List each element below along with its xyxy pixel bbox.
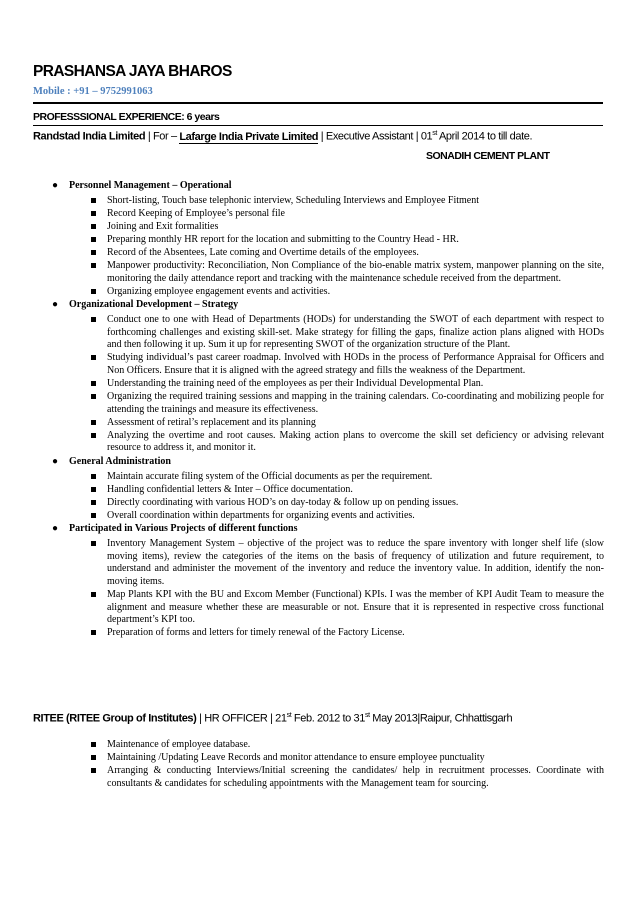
square-bullet-icon — [91, 250, 96, 255]
ritee-role: | HR OFFICER | 21 — [196, 712, 287, 725]
section-projects — [52, 523, 604, 536]
item-text: Directly coordinating with various HOD’s on day-today & follow up on pending issues. — [107, 496, 459, 508]
section-organizational-development — [52, 299, 604, 312]
item-text: Joining and Exit formalities — [107, 220, 219, 232]
item-text: Overall coordination within departments for organizing events and activities. — [107, 509, 415, 521]
square-bullet-icon — [91, 768, 96, 773]
ritee-employer: RITEE (RITEE Group of Institutes) — [33, 712, 197, 725]
list-item — [107, 391, 604, 416]
item-text: Record Keeping of Employee’s personal file — [107, 207, 285, 219]
ritee-employment-line — [33, 712, 512, 725]
square-bullet-icon — [91, 394, 96, 399]
bullet-icon: ● — [52, 455, 59, 467]
square-bullet-icon — [91, 289, 96, 294]
item-text: Organizing the required training sessions and mapping in the training calendars. Co-coordinating and mobilizing people for attending the trainings and measure its effectiveness. — [107, 391, 604, 415]
projects-items — [0, 538, 638, 640]
list-item — [107, 195, 604, 208]
section-title: Organizational Development – Strategy — [69, 299, 239, 311]
list-item — [107, 208, 604, 221]
for-separator: | For – — [145, 130, 180, 143]
list-item — [107, 484, 604, 497]
square-bullet-icon — [91, 433, 96, 438]
employer-name: Randstad India Limited — [33, 130, 146, 143]
date-suffix: st — [432, 130, 437, 137]
client-name: Lafarge India Private Limited — [179, 130, 319, 143]
item-text: Arranging & conducting Interviews/Initial screening the candidates/ help in recruitment processes. Coordinate with consultants & candidates for scheduling appointments with the Management team for sourcing. — [107, 765, 604, 789]
item-text: Inventory Management System – objective of the project was to reduce the spare inventory with longer shelf life (slow moving items), review the categories of the items on the basis of frequency of utilization and future requirement, to understand and administer the movement of the inventory and reduce the inventory value. In addition, identify the non-moving items. — [107, 538, 604, 587]
square-bullet-icon — [91, 500, 96, 505]
item-text: Assessment of retiral’s replacement and its planning — [107, 416, 316, 428]
list-item — [107, 286, 604, 299]
square-bullet-icon — [91, 513, 96, 518]
square-bullet-icon — [91, 474, 96, 479]
mobile-number: Mobile : +91 – 9752991063 — [33, 86, 153, 97]
role-period: | Executive Assistant | 01 — [318, 130, 433, 143]
list-item — [107, 589, 604, 627]
ritee-items — [0, 739, 638, 790]
list-item — [107, 260, 604, 285]
header-divider — [33, 102, 603, 104]
square-bullet-icon — [91, 630, 96, 635]
square-bullet-icon — [91, 592, 96, 597]
item-text: Organizing employee engagement events and activities. — [107, 285, 331, 297]
list-item — [107, 471, 604, 484]
square-bullet-icon — [91, 317, 96, 322]
section-general-administration — [52, 455, 604, 469]
square-bullet-icon — [91, 742, 96, 747]
employment-line — [33, 130, 532, 143]
square-bullet-icon — [91, 755, 96, 760]
list-item — [107, 765, 604, 790]
bullet-icon: ● — [52, 299, 59, 311]
personnel-items — [0, 195, 638, 299]
item-text: Preparation of forms and letters for timely renewal of the Factory License. — [107, 627, 405, 639]
bullet-icon: ● — [52, 523, 59, 535]
bullet-icon: ● — [52, 180, 59, 191]
item-text: Manpower productivity: Reconciliation, Non Compliance of the bio-enable matrix system, manpower planning on the site, monitoring the daily attendance report and tracking with the maintenance schedule received from the department. — [107, 260, 604, 284]
org-dev-items — [0, 314, 638, 455]
square-bullet-icon — [91, 263, 96, 268]
item-text: Maintain accurate filing system of the Official documents as per the requirement. — [107, 470, 433, 482]
item-text: Short-listing, Touch base telephonic interview, Scheduling Interviews and Employee Fitment — [107, 194, 480, 206]
list-item — [107, 752, 604, 765]
square-bullet-icon — [91, 487, 96, 492]
list-item — [107, 352, 604, 377]
square-bullet-icon — [91, 224, 96, 229]
item-text: Studying individual’s past career roadmap. Involved with HODs in the process of Performance Appraisal for Officers and Non Officers. Ensure that it is aligned with the agreed strategy and fills the weakness of the Department. — [107, 352, 604, 376]
item-text: Conduct one to one with Head of Departments (HODs) for understanding the SWOT of each department with respect to forthcoming challenges and existing skill-set. Make strategy for filling the gaps, finalize action plans aligned with HODs and then following it up. Sum it up for representing SWOT of the organization structure of the Plant. — [107, 313, 604, 351]
square-bullet-icon — [91, 541, 96, 546]
plant-name: SONADIH CEMENT PLANT — [426, 150, 550, 162]
experience-divider — [33, 125, 603, 126]
item-text: Handling confidential letters & Inter – Office documentation. — [107, 483, 353, 495]
item-text: Record of the Absentees, Late coming and Overtime details of the employees. — [107, 246, 419, 258]
ritee-body — [0, 739, 638, 791]
list-item — [107, 430, 604, 455]
item-text: Maintaining /Updating Leave Records and monitor attendance to ensure employee punctuality — [107, 752, 485, 764]
item-text: Map Plants KPI with the BU and Excom Member (Functional) KPIs. I was the member of KPI Audit Team to measure the alignment and measure whether these are measurable or not. Ensure that it is represented in respective cross functional department’s KPI too. — [107, 588, 604, 626]
ritee-period: Feb. 2012 to 31 — [291, 712, 365, 725]
item-text: Maintenance of employee database. — [107, 739, 251, 750]
item-text: Preparing monthly HR report for the location and submitting to the Country Head - HR. — [107, 233, 459, 245]
section-personnel-management — [52, 180, 604, 193]
square-bullet-icon — [91, 355, 96, 360]
square-bullet-icon — [91, 237, 96, 242]
date-suffix: st — [365, 712, 370, 719]
list-item — [107, 234, 604, 247]
candidate-name: PRASHANSA JAYA BHAROS — [33, 63, 232, 80]
square-bullet-icon — [91, 198, 96, 203]
experience-body — [0, 180, 638, 641]
list-item — [107, 314, 604, 352]
list-item — [107, 739, 604, 752]
list-item — [107, 221, 604, 234]
general-admin-items — [0, 471, 638, 523]
section-title: Personnel Management – Operational — [69, 180, 232, 191]
experience-heading: PROFESSSIONAL EXPERIENCE: 6 years — [33, 111, 220, 123]
item-text: Analyzing the overtime and root causes. Making action plans to overcome the skill set deficiency or advising relevant resource to address it, and monitor it. — [107, 429, 604, 454]
list-item — [107, 417, 604, 430]
list-item — [107, 627, 604, 640]
ritee-location: May 2013|Raipur, Chhattisgarh — [369, 712, 513, 725]
list-item — [107, 378, 604, 391]
list-item — [107, 538, 604, 588]
section-title: General Administration — [69, 455, 171, 467]
list-item — [107, 247, 604, 260]
section-title: Participated in Various Projects of different functions — [69, 523, 298, 535]
role-period-end: April 2014 to till date. — [436, 130, 533, 143]
square-bullet-icon — [91, 381, 96, 386]
square-bullet-icon — [91, 211, 96, 216]
square-bullet-icon — [91, 420, 96, 425]
item-text: Understanding the training need of the employees as per their Individual Developmental Plan. — [107, 377, 484, 389]
list-item — [107, 510, 604, 523]
date-suffix: st — [286, 712, 292, 719]
list-item — [107, 497, 604, 510]
